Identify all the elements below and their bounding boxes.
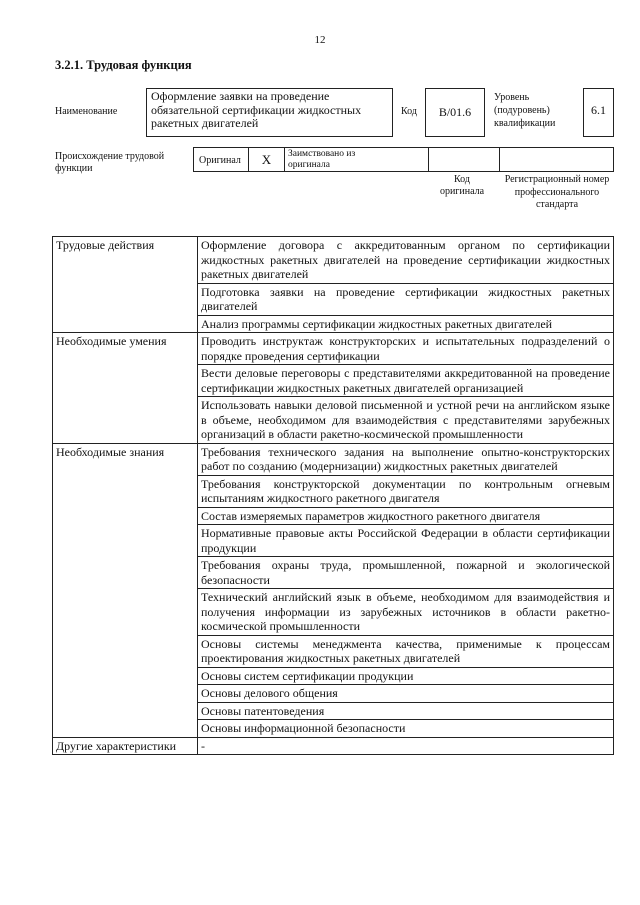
item-cell: Основы делового общения xyxy=(198,685,614,703)
item-cell: Подготовка заявки на проведение сертификации жидкостных ракетных двигателей xyxy=(198,283,614,315)
function-name-value: Оформление заявки на проведение обязательной сертификации жидкостных ракетных двигателей xyxy=(146,88,393,137)
item-cell: Нормативные правовые акты Российской Федерации в области сертификации продукции xyxy=(198,525,614,557)
table-row xyxy=(53,333,614,365)
category-cell: Другие характеристики xyxy=(53,737,198,755)
item-cell: Требования охраны труда, промышленной, пожарной и экологической безопасности xyxy=(198,557,614,589)
category-cell: Необходимые умения xyxy=(53,333,198,444)
original-mark: X xyxy=(249,148,285,171)
item-cell: Оформление договора с аккредитованным органом по сертификации жидкостных ракетных двигателей на проведение сертификации жидкостных ракетных двигателей xyxy=(198,237,614,284)
item-cell: Технический английский язык в объеме, необходимом для взаимодействия и получения информации из зарубежных источников в области ракетно-космической промышленности xyxy=(198,589,614,636)
reg-number-cell xyxy=(500,148,613,171)
name-label: Наименование xyxy=(55,106,118,117)
category-cell: Трудовые действия xyxy=(53,237,198,333)
level-value: 6.1 xyxy=(583,88,614,137)
reg-number-label: Регистрационный номер профессионального стандарта xyxy=(504,174,610,210)
origin-label xyxy=(55,151,183,175)
category-cell: Необходимые знания xyxy=(53,443,198,737)
borrowed-label xyxy=(285,148,429,171)
item-cell: - xyxy=(198,737,614,755)
code-label: Код xyxy=(401,106,417,117)
code-original-label-text: Код оригинала xyxy=(439,174,485,197)
item-cell: Проводить инструктаж конструкторских и испытательных подразделений о порядке проведения сертификации xyxy=(198,333,614,365)
item-cell: Основы систем сертификации продукции xyxy=(198,667,614,685)
origin-row xyxy=(193,147,614,172)
origin-label-text: Происхождение трудовой функции xyxy=(55,151,165,174)
table-row xyxy=(53,237,614,284)
item-cell: Состав измеряемых параметров жидкостного ракетного двигателя xyxy=(198,507,614,525)
item-cell: Анализ программы сертификации жидкостных ракетных двигателей xyxy=(198,315,614,333)
item-cell: Требования технического задания на выполнение опытно-конструкторских работ по созданию (модернизации) жидкостных ракетных двигателей xyxy=(198,443,614,475)
original-label: Оригинал xyxy=(194,148,249,171)
item-cell: Основы патентоведения xyxy=(198,702,614,720)
table-row xyxy=(53,443,614,475)
item-cell: Использовать навыки деловой письменной и устной речи на английском языке в объеме, необходимом для взаимодействия с представителями зарубежных организаций в области ракетно-космической промышленности xyxy=(198,397,614,444)
item-cell: Основы информационной безопасности xyxy=(198,720,614,738)
code-original-cell xyxy=(429,148,500,171)
page-number: 12 xyxy=(314,34,326,46)
level-label xyxy=(494,91,574,130)
code-original-label xyxy=(426,174,498,198)
labor-function-table xyxy=(52,236,614,755)
code-value: B/01.6 xyxy=(425,88,485,137)
item-cell: Вести деловые переговоры с представителями аккредитованной на проведение сертификации жидкостных ракетных двигателей организацией xyxy=(198,365,614,397)
item-cell: Основы системы менеджмента качества, применимые к процессам проектирования жидкостных ракетных двигателей xyxy=(198,635,614,667)
item-cell: Требования конструкторской документации по контрольным огневым испытаниям жидкостного ракетного двигателя xyxy=(198,475,614,507)
borrowed-label-text: Заимствовано из оригинала xyxy=(288,149,356,170)
table-row xyxy=(53,737,614,755)
level-label-text: Уровень (подуровень) квалификации xyxy=(494,92,556,129)
section-title: 3.2.1. Трудовая функция xyxy=(55,58,192,72)
